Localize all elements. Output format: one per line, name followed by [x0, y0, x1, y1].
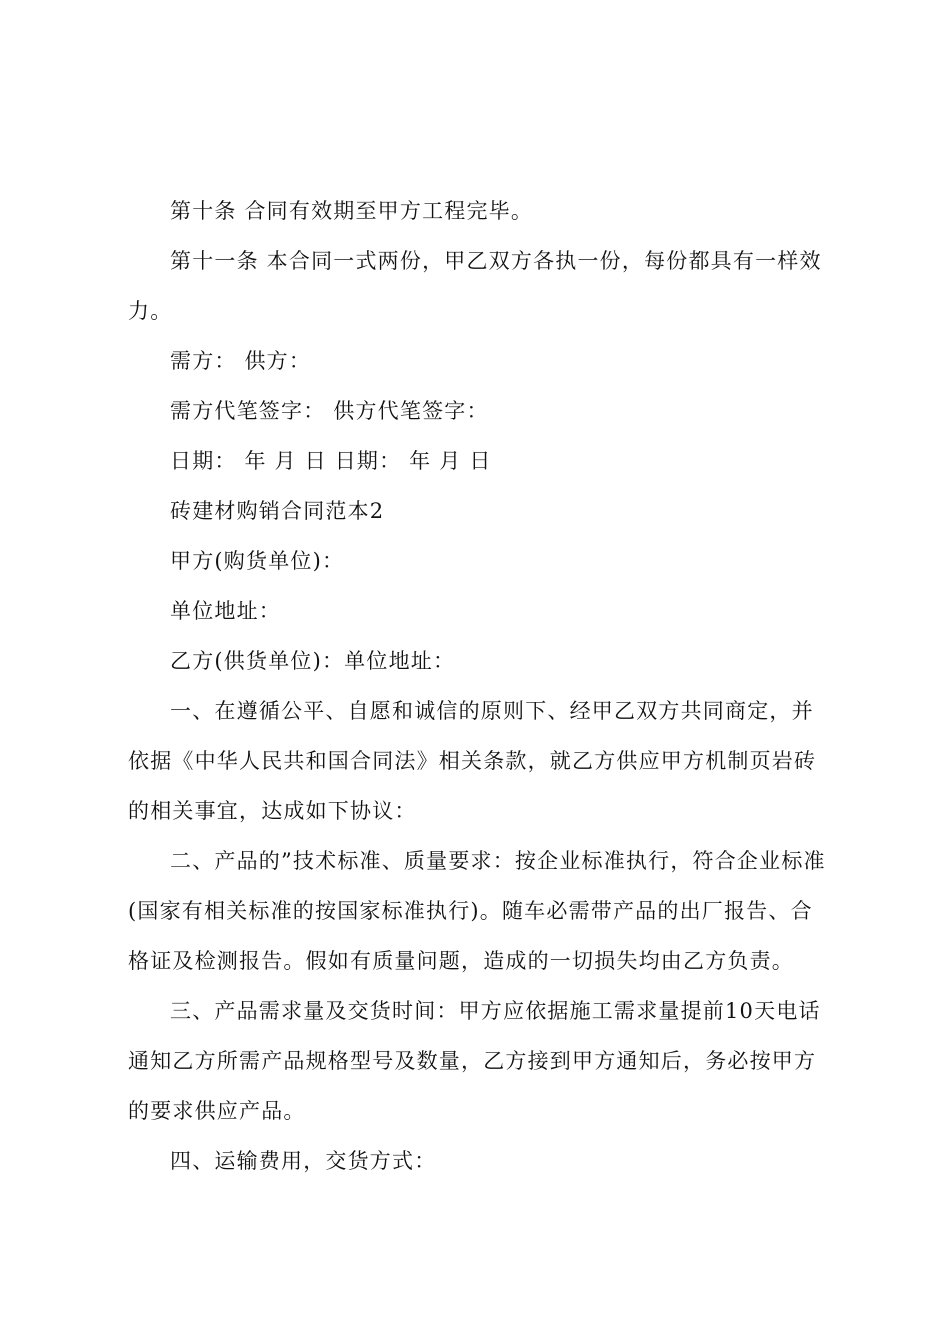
- clause-11: 第十一条 本合同一式两份，甲乙双方各执一份，每份都具有一样效力。: [128, 249, 822, 323]
- section-title: 砖建材购销合同范本2: [170, 499, 385, 523]
- article-3: 三、产品需求量及交货时间：甲方应依据施工需求量提前10天电话通知乙方所需产品规格型号及数量，乙方接到甲方通知后，务必按甲方的要求供应产品。: [128, 999, 821, 1123]
- signature-dates: 日期： 年 月 日 日期： 年 月 日: [170, 449, 492, 473]
- signature-parties: 需方： 供方：: [170, 349, 312, 373]
- party-a: 甲方(购货单位)：: [170, 549, 345, 573]
- clause-10: 第十条 合同有效期至甲方工程完毕。: [170, 199, 534, 223]
- party-a-address: 单位地址：: [170, 599, 281, 623]
- party-b: 乙方(供货单位)：单位地址：: [170, 649, 456, 673]
- document-body: [128, 186, 832, 1186]
- article-2: 二、产品的”技术标准、质量要求：按企业标准执行，符合企业标准(国家有相关标准的按国家标准执行)。随车必需带产品的出厂报告、合格证及检测报告。假如有质量问题，造成的一切损失均由乙方负责。: [128, 849, 826, 973]
- article-1: 一、在遵循公平、自愿和诚信的原则下、经甲乙双方共同商定，并依据《中华人民共和国合同法》相关条款，就乙方供应甲方机制页岩砖的相关事宜，达成如下协议：: [128, 699, 817, 823]
- signature-proxy: 需方代笔签字： 供方代笔签字：: [170, 399, 489, 423]
- article-4: 四、运输费用，交货方式：: [170, 1149, 437, 1173]
